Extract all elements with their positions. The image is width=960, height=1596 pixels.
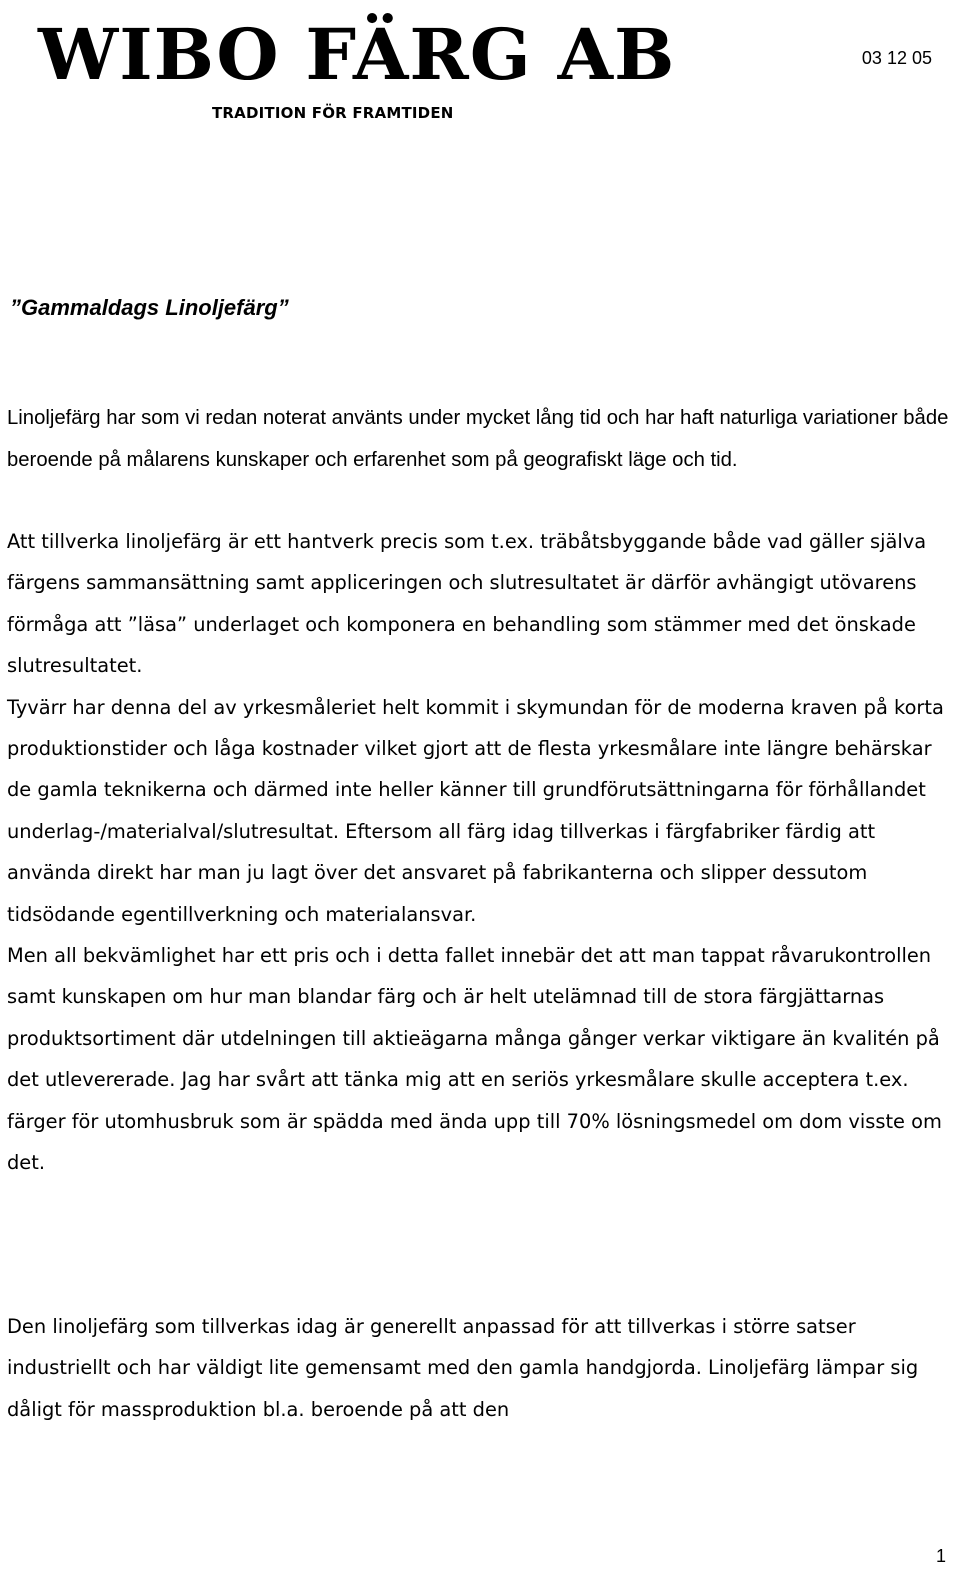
paragraph: Att tillverka linoljefärg är ett hantverk precis som t.ex. träbåtsbyggande både vad gäller själva färgens sammansättning samt appliceringen och slutresultatet är därför avhängigt utövarens förmåga att ”läsa” underlaget och komponera en behandling som stämmer med det önskade slutresultatet. [7, 530, 927, 678]
company-name: WIBO FÄRG AB [38, 13, 676, 96]
body-text [7, 521, 957, 1184]
page-number: 1 [935, 1546, 946, 1566]
paragraph: Men all bekvämlighet har ett pris och i detta fallet innebär det att man tappat råvarukontrollen samt kunskapen om hur man blandar färg och är helt utelämnad till de stora färgjättarnas produktsortiment där utdelningen till aktieägarna många gånger verkar viktigare än kvalitén på det utlevererade. Jag har svårt att tänka mig att en seriös yrkesmålare skulle acceptera t.ex. färger för utomhusbruk som är spädda med ända upp till 70% lösningsmedel om dom visste om det. [7, 944, 942, 1175]
intro-paragraph: Linoljefärg har som vi redan noterat använts under mycket lång tid och har haft naturliga variationer både beroende på målarens kunskaper och erfarenhet som på geografiskt läge och tid. [7, 407, 949, 471]
document-date: 03 12 05 [861, 48, 932, 68]
paragraph: Tyvärr har denna del av yrkesmåleriet helt kommit i skymundan för de moderna kraven på korta produktionstider och låga kostnader vilket gjort att de flesta yrkesmålare inte längre behärskar de gamla teknikerna och därmed inte heller känner till grundförutsättningarna för förhållandet underlag-/materialval/slutresultat. Eftersom all färg idag tillverkas i färgfabriker färdig att använda direkt har man ju lagt över det ansvaret på fabrikanterna och slipper dessutom tidsödande egentillverkning och materialansvar. [7, 695, 944, 926]
company-tagline: TRADITION FÖR FRAMTIDEN [212, 104, 454, 122]
closing-paragraph: Den linoljefärg som tillverkas idag är generellt anpassad för att tillverkas i större satser industriellt och har väldigt lite gemensamt med den gamla handgjorda. Linoljefärg lämpar sig dåligt för massproduktion bl.a. beroende på att den [7, 1315, 919, 1421]
company-logo [38, 12, 718, 98]
document-title: ”Gammaldags Linoljefärg” [10, 295, 289, 320]
